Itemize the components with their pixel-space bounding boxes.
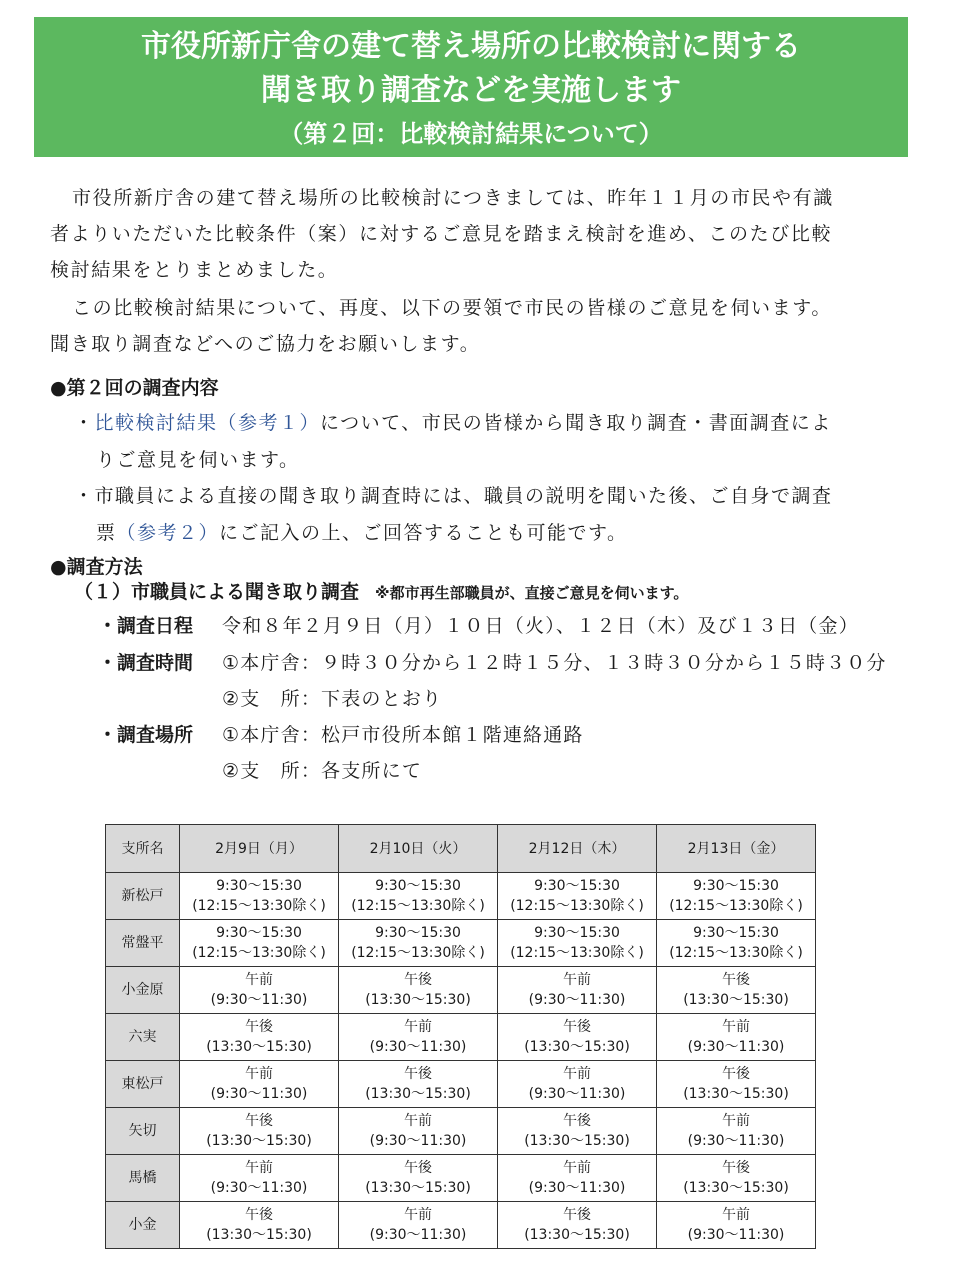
intro-p2-line-1: この比較検討結果について、再度、以下の要領で市民の皆様のご意見を伺います。 (72, 297, 832, 319)
schedule-cell-main: 午前 (404, 1207, 432, 1223)
reference-2-link[interactable]: （参考２） (116, 522, 220, 544)
table-row (106, 967, 816, 1014)
schedule-cell-main: 午前 (722, 1207, 750, 1223)
schedule-cell-main: 午前 (245, 1066, 273, 1082)
schedule-cell (339, 873, 498, 920)
schedule-cell (339, 1108, 498, 1155)
schedule-cell-sub: (12:15～13:30除く) (510, 898, 644, 914)
time-value-branch: ②支 所：下表のとおり (222, 688, 443, 710)
table-row (106, 1108, 816, 1155)
schedule-cell (498, 920, 657, 967)
schedule-cell-sub: (13:30～15:30) (683, 1086, 789, 1102)
branch-name-cell: 六実 (106, 1014, 180, 1061)
table-header-row (106, 825, 816, 873)
branch-schedule-table (105, 824, 816, 1249)
place-value-branch: ②支 所：各支所にて (222, 760, 423, 782)
schedule-cell (498, 967, 657, 1014)
header-date-3: 2月12日（木） (498, 825, 657, 873)
schedule-cell-main: 9:30～15:30 (534, 878, 620, 894)
schedule-cell-main: 9:30～15:30 (534, 925, 620, 941)
schedule-cell-sub: (13:30～15:30) (365, 992, 471, 1008)
schedule-cell-main: 午後 (245, 1207, 273, 1223)
schedule-cell-sub: (13:30～15:30) (365, 1086, 471, 1102)
schedule-cell-main: 午後 (404, 1160, 432, 1176)
schedule-cell (339, 1202, 498, 1249)
survey-content-bullet-2: ・市職員による直接の聞き取り調査時には、職員の説明を聞いた後、ご自身で調査 票（参考２）にご記入の上、ご回答することも可能です。 (74, 485, 833, 544)
schedule-cell (498, 1202, 657, 1249)
schedule-cell-sub: (9:30～11:30) (528, 1180, 626, 1196)
schedule-cell (657, 1202, 816, 1249)
schedule-value: 令和８年２月９日（月）１０日（火）、１２日（木）及び１３日（金） (222, 615, 859, 637)
place-label: ・調査場所 (98, 724, 194, 746)
title-banner (34, 17, 908, 157)
schedule-cell (657, 873, 816, 920)
schedule-cell-sub: (9:30～11:30) (369, 1133, 467, 1149)
section-heading-survey-content: ●第２回の調査内容 (50, 377, 219, 399)
schedule-cell (180, 1108, 339, 1155)
schedule-cell-main: 午前 (404, 1019, 432, 1035)
schedule-cell-main: 午後 (563, 1113, 591, 1129)
header-date-2: 2月10日（火） (339, 825, 498, 873)
schedule-cell-sub: (12:15～13:30除く) (669, 945, 803, 961)
schedule-cell-sub: (9:30～11:30) (528, 992, 626, 1008)
schedule-cell-main: 9:30～15:30 (693, 925, 779, 941)
schedule-cell-sub: (9:30～11:30) (528, 1086, 626, 1102)
schedule-cell (180, 1014, 339, 1061)
place-row (98, 717, 584, 753)
schedule-cell-main: 午前 (563, 1160, 591, 1176)
time-row-branch (98, 681, 442, 717)
schedule-cell-main: 午後 (722, 1066, 750, 1082)
schedule-cell-main: 午後 (722, 1160, 750, 1176)
schedule-cell-main: 午前 (722, 1019, 750, 1035)
schedule-cell-sub: (9:30～11:30) (369, 1227, 467, 1243)
schedule-cell-sub: (12:15～13:30除く) (351, 898, 485, 914)
branch-name-cell: 小金原 (106, 967, 180, 1014)
title-line-2: 聞き取り調査などを実施します (261, 73, 681, 108)
table-row (106, 1061, 816, 1108)
schedule-cell-sub: (9:30～11:30) (369, 1039, 467, 1055)
schedule-cell-sub: (12:15～13:30除く) (351, 945, 485, 961)
schedule-cell-sub: (12:15～13:30除く) (669, 898, 803, 914)
schedule-cell (339, 1014, 498, 1061)
schedule-cell-main: 午前 (563, 1066, 591, 1082)
schedule-cell-main: 午前 (404, 1113, 432, 1129)
header-date-4: 2月13日（金） (657, 825, 816, 873)
survey-content-bullet-1: ・比較検討結果（参考１）について、市民の皆様から聞き取り調査・書面調査によ りご意見を伺います。 (74, 412, 832, 471)
schedule-cell-sub: (13:30～15:30) (683, 1180, 789, 1196)
schedule-cell (180, 873, 339, 920)
place-row-branch (98, 753, 422, 789)
schedule-cell-main: 9:30～15:30 (693, 878, 779, 894)
branch-name-cell: 常盤平 (106, 920, 180, 967)
header-branch-name: 支所名 (106, 825, 180, 873)
branch-name-cell: 矢切 (106, 1108, 180, 1155)
time-label: ・調査時間 (98, 652, 194, 674)
schedule-cell-main: 午前 (722, 1113, 750, 1129)
method-subtitle: （１）市職員による聞き取り調査 ※都市再生部職員が、直接ご意見を伺います。 (74, 581, 689, 603)
schedule-cell-sub: (12:15～13:30除く) (192, 898, 326, 914)
schedule-cell-sub: (9:30～11:30) (687, 1039, 785, 1055)
schedule-cell (498, 1014, 657, 1061)
schedule-cell-sub: (13:30～15:30) (524, 1039, 630, 1055)
schedule-label: ・調査日程 (98, 615, 194, 637)
table-row (106, 920, 816, 967)
title-subtitle: （第２回：比較検討結果について） (279, 120, 663, 148)
schedule-cell (498, 1155, 657, 1202)
schedule-cell-main: 9:30～15:30 (216, 878, 302, 894)
intro-paragraph-1 (50, 180, 880, 288)
branch-name-cell: 小金 (106, 1202, 180, 1249)
schedule-cell (339, 920, 498, 967)
schedule-cell (339, 1061, 498, 1108)
schedule-cell-main: 午後 (245, 1113, 273, 1129)
section-heading-survey-method: ●調査方法 (50, 556, 143, 578)
intro-p1-line-1: 市役所新庁舎の建て替え場所の比較検討につきましては、昨年１１月の市民や有識 (72, 187, 834, 209)
intro-p1-line-3: 検討結果をとりまとめました。 (50, 259, 339, 281)
schedule-cell-main: 午後 (722, 972, 750, 988)
schedule-cell-main: 9:30～15:30 (216, 925, 302, 941)
schedule-cell-main: 午後 (404, 1066, 432, 1082)
schedule-cell (657, 1014, 816, 1061)
schedule-cell-main: 9:30～15:30 (375, 878, 461, 894)
time-value-main: ①本庁舎：９時３０分から１２時１５分、１３時３０分から１５時３０分 (222, 652, 887, 674)
schedule-cell-sub: (9:30～11:30) (210, 1086, 308, 1102)
schedule-cell (498, 1108, 657, 1155)
place-value-main: ①本庁舎：松戸市役所本館１階連絡通路 (222, 724, 584, 746)
schedule-cell-sub: (13:30～15:30) (524, 1133, 630, 1149)
schedule-cell (180, 1061, 339, 1108)
schedule-cell-main: 午後 (563, 1207, 591, 1223)
schedule-cell (339, 967, 498, 1014)
table-row (106, 1155, 816, 1202)
schedule-cell-sub: (13:30～15:30) (206, 1133, 312, 1149)
intro-p2-line-2: 聞き取り調査などへのご協力をお願いします。 (50, 333, 481, 355)
schedule-cell (657, 1108, 816, 1155)
schedule-cell-main: 午前 (563, 972, 591, 988)
schedule-cell-sub: (13:30～15:30) (524, 1227, 630, 1243)
schedule-cell-sub: (12:15～13:30除く) (510, 945, 644, 961)
branch-name-cell: 東松戸 (106, 1061, 180, 1108)
schedule-cell-main: 午後 (563, 1019, 591, 1035)
branch-name-cell: 馬橋 (106, 1155, 180, 1202)
schedule-cell-sub: (9:30～11:30) (210, 1180, 308, 1196)
schedule-cell-sub: (9:30～11:30) (687, 1227, 785, 1243)
table-row (106, 1202, 816, 1249)
schedule-cell (657, 920, 816, 967)
title-line-1: 市役所新庁舎の建て替え場所の比較検討に関する (141, 29, 801, 64)
schedule-cell-sub: (13:30～15:30) (206, 1227, 312, 1243)
schedule-cell (180, 1202, 339, 1249)
table-row (106, 1014, 816, 1061)
schedule-cell (180, 1155, 339, 1202)
intro-paragraph-2 (50, 290, 880, 362)
reference-1-link[interactable]: 比較検討結果（参考１） (94, 412, 321, 434)
schedule-cell (339, 1155, 498, 1202)
schedule-cell-main: 午後 (404, 972, 432, 988)
header-date-1: 2月9日（月） (180, 825, 339, 873)
schedule-cell-main: 午前 (245, 972, 273, 988)
schedule-cell-main: 9:30～15:30 (375, 925, 461, 941)
schedule-cell-sub: (9:30～11:30) (210, 992, 308, 1008)
schedule-cell-main: 午後 (245, 1019, 273, 1035)
schedule-cell (498, 1061, 657, 1108)
schedule-cell (657, 1155, 816, 1202)
schedule-cell-sub: (9:30～11:30) (687, 1133, 785, 1149)
schedule-cell (498, 873, 657, 920)
schedule-row (98, 608, 859, 644)
method-note: ※都市再生部職員が、直接ご意見を伺います。 (375, 584, 689, 602)
schedule-cell-sub: (13:30～15:30) (365, 1180, 471, 1196)
schedule-cell-sub: (12:15～13:30除く) (192, 945, 326, 961)
schedule-cell-main: 午前 (245, 1160, 273, 1176)
time-row (98, 645, 887, 681)
intro-p1-line-2: 者よりいただいた比較条件（案）に対するご意見を踏まえ検討を進め、このたび比較 (50, 223, 833, 245)
schedule-cell (180, 920, 339, 967)
branch-name-cell: 新松戸 (106, 873, 180, 920)
table-row (106, 873, 816, 920)
schedule-cell-sub: (13:30～15:30) (683, 992, 789, 1008)
schedule-cell (180, 967, 339, 1014)
schedule-cell (657, 967, 816, 1014)
schedule-cell (657, 1061, 816, 1108)
schedule-cell-sub: (13:30～15:30) (206, 1039, 312, 1055)
